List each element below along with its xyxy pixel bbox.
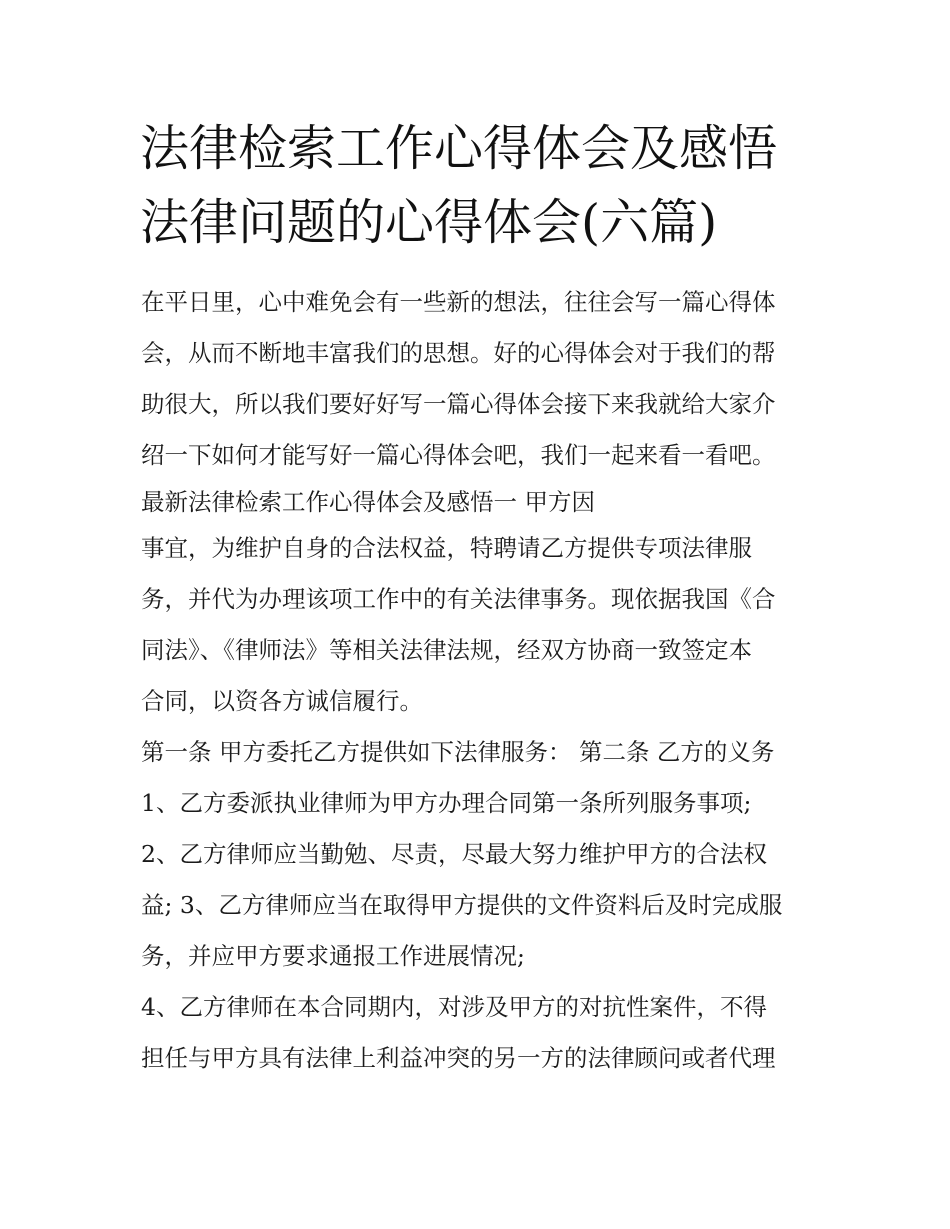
body-line: 4、乙方律师在本合同期内，对涉及甲方的对抗性案件，不得 (141, 993, 767, 1021)
body-line: 务，并代为办理该项工作中的有关法律事务。现依据我国《合 (141, 585, 776, 613)
body-line: 事宜，为维护自身的合法权益，特聘请乙方提供专项法律服 (141, 534, 752, 562)
body-line: 合同，以资各方诚信履行。 (141, 687, 423, 715)
body-line: 同法》、《律师法》等相关法律法规，经双方协商一致签定本 (141, 636, 752, 664)
body-line: 在平日里，心中难免会有一些新的想法，往往会写一篇心得体 (141, 288, 776, 316)
document-body (141, 277, 821, 1084)
body-line: 务，并应甲方要求通报工作进展情况; (141, 942, 525, 970)
section-heading-line: 最新法律检索工作心得体会及感悟一 甲方因 (141, 488, 595, 516)
body-line: 担任与甲方具有法律上利益冲突的另一方的法律顾问或者代理 (141, 1044, 776, 1072)
title-line-2: 法律问题的心得体会(六篇) (140, 194, 718, 251)
body-line: 第一条 甲方委托乙方提供如下法律服务： 第二条 乙方的义务 (141, 738, 775, 766)
body-line: 助很大，所以我们要好好写一篇心得体会接下来我就给大家介 (141, 390, 776, 418)
title-line-1: 法律检索工作心得体会及感悟 (140, 120, 778, 177)
body-line: 会，从而不断地丰富我们的思想。好的心得体会对于我们的帮 (141, 339, 776, 367)
body-line: 1、乙方委派执业律师为甲方办理合同第一条所列服务事项; (141, 789, 752, 817)
body-line: 益; 3、乙方律师应当在取得甲方提供的文件资料后及时完成服 (141, 891, 783, 919)
body-line: 2、乙方律师应当勤勉、尽责，尽最大努力维护甲方的合法权 (141, 840, 767, 868)
document-title (140, 112, 820, 260)
body-line: 绍一下如何才能写好一篇心得体会吧，我们一起来看一看吧。 (141, 441, 776, 469)
